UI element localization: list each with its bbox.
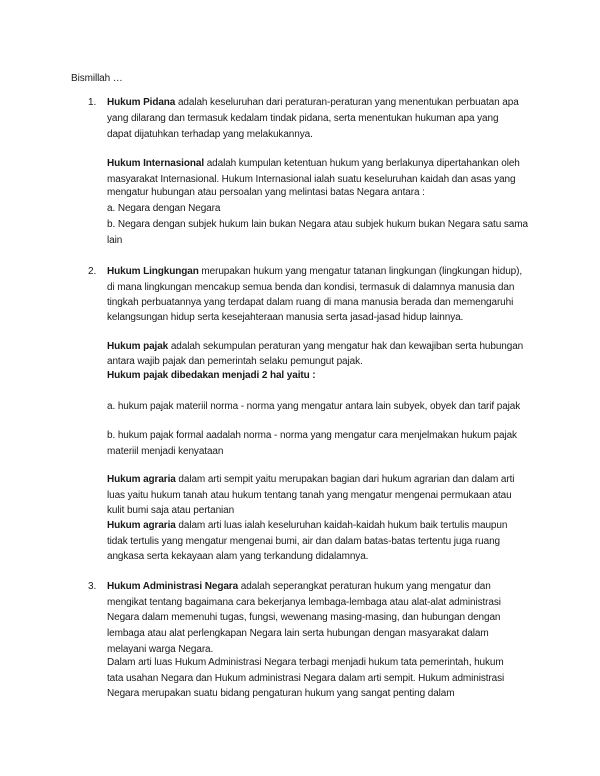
paragraph-line: mengatur hubungan atau persoalan yang melintasi batas Negara antara :	[107, 187, 425, 198]
paragraph-line: Hukum Internasional adalah kumpulan ketentuan hukum yang berlakunya dipertahankan oleh	[107, 158, 520, 169]
term-hukum-pidana: Hukum Pidana	[107, 97, 176, 108]
list-number-2: 2.	[88, 266, 97, 277]
paragraph-heading: Hukum pajak dibedakan menjadi 2 hal yaitu :	[107, 370, 316, 381]
paragraph-line: a. hukum pajak materiil norma - norma yang mengatur antara lain subyek, obyek dan tarif pajak	[107, 401, 521, 412]
paragraph-line: b. Negara dengan subjek hukum lain bukan Negara atau subjek hukum bukan Negara satu sama	[107, 219, 528, 230]
paragraph-line: Hukum Administrasi Negara adalah seperangkat peraturan hukum yang mengatur dan	[107, 581, 491, 592]
paragraph-line: kelangsungan hidup serta kesejahteraan manusia serta jasad-jasad hidup lainnya.	[107, 312, 464, 323]
paragraph-line: luas yaitu hukum tanah atau hukum tentang tanah yang mengatur mengenai permukaan atau	[107, 490, 512, 501]
paragraph-line: Dalam arti luas Hukum Administrasi Negara terbagi menjadi hukum tata pemerintah, hukum	[107, 657, 504, 668]
paragraph-line: materiil menjadi kenyataan	[107, 446, 224, 457]
term-hukum-agraria: Hukum agraria	[107, 474, 176, 485]
paragraph-line: mengikat tentang bagaimana cara bekerjanya lembaga-lembaga atau alat-alat administrasi	[107, 597, 501, 608]
paragraph-line: tidak tertulis yang mengatur mengenai bumi, air dan dalam batas-batas tertentu juga ruang	[107, 536, 501, 547]
paragraph-line: antara wajib pajak dan pemerintah selaku pemungut pajak.	[107, 356, 363, 367]
paragraph-line: tingkah perbuatannya yang terdapat dalam ruang di mana manusia berada dan memengaruhi	[107, 297, 514, 308]
paragraph-line: Hukum Lingkungan merupakan hukum yang mengatur tatanan lingkungan (lingkungan hidup),	[107, 266, 523, 277]
paragraph-line: angkasa serta kekayaan alam yang terkandung didalamnya.	[107, 551, 369, 562]
paragraph-line: lembaga atau alat perlengkapan Negara lain serta hubungan dengan masyarakat dalam	[107, 628, 489, 639]
paragraph-line: b. hukum pajak formal aadalah norma - norma yang mengatur cara menjelmakan hukum pajak	[107, 430, 517, 441]
term-hukum-internasional: Hukum Internasional	[107, 158, 205, 169]
paragraph-line: tata usahan Negara dan Hukum administrasi Negara dalam arti sempit. Hukum administrasi	[107, 673, 505, 684]
term-hukum-agraria: Hukum agraria	[107, 520, 176, 531]
list-number-1: 1.	[88, 97, 97, 108]
term-hukum-administrasi-negara: Hukum Administrasi Negara	[107, 581, 239, 592]
paragraph-line: dapat dijatuhkan terhadap yang melakukannya.	[107, 129, 313, 140]
paragraph-line: Negara merupakan suatu bidang pengaturan hukum yang sangat penting dalam	[107, 688, 455, 699]
paragraph-line: Hukum Pidana adalah keseluruhan dari peraturan-peraturan yang menentukan perbuatan apa	[107, 97, 519, 108]
paragraph-line: lain	[107, 235, 123, 246]
paragraph-line: di mana lingkungan mencakup semua benda dan kondisi, termasuk di dalamnya manusia dan	[107, 282, 515, 293]
paragraph-line: Hukum agraria dalam arti luas ialah keseluruhan kaidah-kaidah hukum baik tertulis maupun	[107, 520, 508, 531]
paragraph-line: Hukum agraria dalam arti sempit yaitu merupakan bagian dari hukum agrarian dan dalam arti	[107, 474, 515, 485]
opening-text: Bismillah …	[71, 73, 123, 84]
paragraph-line: kulit bumi saja atau pertanian	[107, 505, 235, 516]
paragraph-line: melayani warga Negara.	[107, 644, 214, 655]
term-hukum-pajak: Hukum pajak	[107, 341, 169, 352]
paragraph-line: Negara dalam memenuhi tugas, fungsi, wewenang masing-masing, dan hubungan dengan	[107, 612, 501, 623]
paragraph-line: masyarakat Internasional. Hukum Internasional ialah suatu keseluruhan kaidah dan asas yang	[107, 174, 516, 185]
paragraph-line: Hukum pajak adalah sekumpulan peraturan yang mengatur hak dan kewajiban serta hubungan	[107, 341, 524, 352]
paragraph-line: a. Negara dengan Negara	[107, 203, 221, 214]
list-number-3: 3.	[88, 581, 97, 592]
paragraph-line: yang dilarang dan termasuk kedalam tindak pidana, serta menentukan hukuman apa yang	[107, 113, 499, 124]
term-hukum-lingkungan: Hukum Lingkungan	[107, 266, 199, 277]
